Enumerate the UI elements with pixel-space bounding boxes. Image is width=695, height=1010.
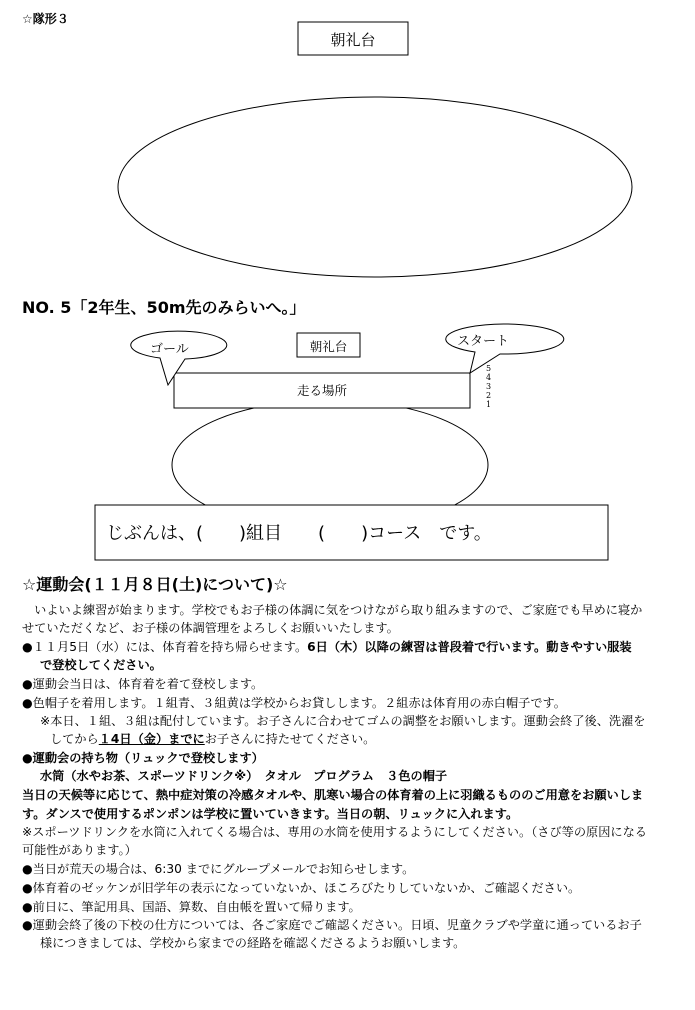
item-3-note: ※本日、１組、３組は配付しています。お子さんに合わせてゴムの調整をお願いします。運動会終了後、洗濯を bbox=[40, 714, 646, 728]
drink-note: ※スポーツドリンクを水筒に入れてくる場合は、専用の水筒を使用するようにしてください。（さび等の原因になる bbox=[22, 825, 647, 839]
stage-label-2: 朝礼台 bbox=[309, 339, 348, 354]
drink-note-cont: 可能性があります。） bbox=[22, 843, 137, 857]
item-3-note-cont bbox=[50, 730, 375, 748]
item-2: ●運動会当日は、体育着を着て登校します。 bbox=[22, 677, 264, 691]
lane-number: 1 bbox=[486, 400, 492, 409]
return-deadline: １4日（金）までに bbox=[98, 732, 205, 746]
item-7: ●運動会終了後の下校の仕方については、各ご家庭でご確認ください。日頃、児童クラブや学童に通っているお子 bbox=[22, 918, 642, 932]
item-3: ●色帽子を着用します。１組青、３組黄は学校からお貸しします。２組赤は体育用の赤白帽子です。 bbox=[22, 696, 566, 710]
event-title: NO. 5「2年生、50m先のみらいへ。」 bbox=[22, 298, 306, 317]
goal-label: ゴール bbox=[150, 342, 189, 357]
item-7-cont: 様につきましては、学校から家までの経路を確認くださるようお願いします。 bbox=[40, 936, 466, 950]
note-pre: してから bbox=[50, 732, 99, 746]
note-post: お子さんに持たせてください。 bbox=[204, 732, 376, 746]
start-label: スタート bbox=[457, 334, 510, 349]
lane-number: 2 bbox=[486, 391, 492, 400]
belongings-note-cont: す。ダンスで使用するポンポンは学校に置いていきます。当日の朝、リュックに入れます。 bbox=[22, 807, 519, 821]
item-6: ●前日に、筆記用具、国語、算数、自由帳を置いて帰ります。 bbox=[22, 900, 361, 914]
formation-label: ☆隊形３ bbox=[22, 12, 69, 26]
item-1-bold: 6日（木）以降の練習は普段着で行います。動きやすい服装 bbox=[307, 640, 632, 654]
intro-line: せていただくなど、お子様の体調管理をよろしくお願いいたします。 bbox=[22, 621, 399, 635]
lane-number: 3 bbox=[486, 382, 492, 391]
lane-numbers bbox=[486, 364, 491, 409]
stage-label-1: 朝礼台 bbox=[330, 31, 376, 49]
fill-in-text: じぶんは、( )組目 ( )コース です。 bbox=[106, 523, 492, 544]
formation-ellipse bbox=[118, 97, 632, 277]
section-heading: ☆運動会(１１月８日(土)について)☆ bbox=[22, 575, 288, 594]
belongings-list: 水筒（水やお茶、スポーツドリンク※） タオル プログラム ３色の帽子 bbox=[40, 769, 448, 783]
intro-line: いよいよ練習が始まります。学校でもお子様の体調に気をつけながら取り組みますので、ご家庭でも早めに寝か bbox=[22, 603, 643, 617]
item-1-plain: ●１１月5日（水）には、体育着を持ち帰らせます。 bbox=[22, 640, 308, 654]
belongings-heading: ●運動会の持ち物（リュックで登校します） bbox=[22, 751, 264, 765]
track-label: 走る場所 bbox=[296, 383, 347, 398]
lane-number: 5 bbox=[486, 364, 492, 373]
belongings-note: 当日の天候等に応じて、熱中症対策の冷感タオルや、肌寒い場合の体育着の上に羽織るもののご用意をお願いしま bbox=[22, 788, 644, 802]
item-5: ●体育着のゼッケンが旧学年の表示になっていないか、ほころびたりしていないか、ご確認ください。 bbox=[22, 881, 581, 895]
item-4: ●当日が荒天の場合は、6:30 までにグループメールでお知らせします。 bbox=[22, 862, 415, 876]
lane-number: 4 bbox=[486, 373, 492, 382]
item-1 bbox=[22, 638, 632, 656]
item-1-cont: で登校してください。 bbox=[40, 658, 162, 672]
